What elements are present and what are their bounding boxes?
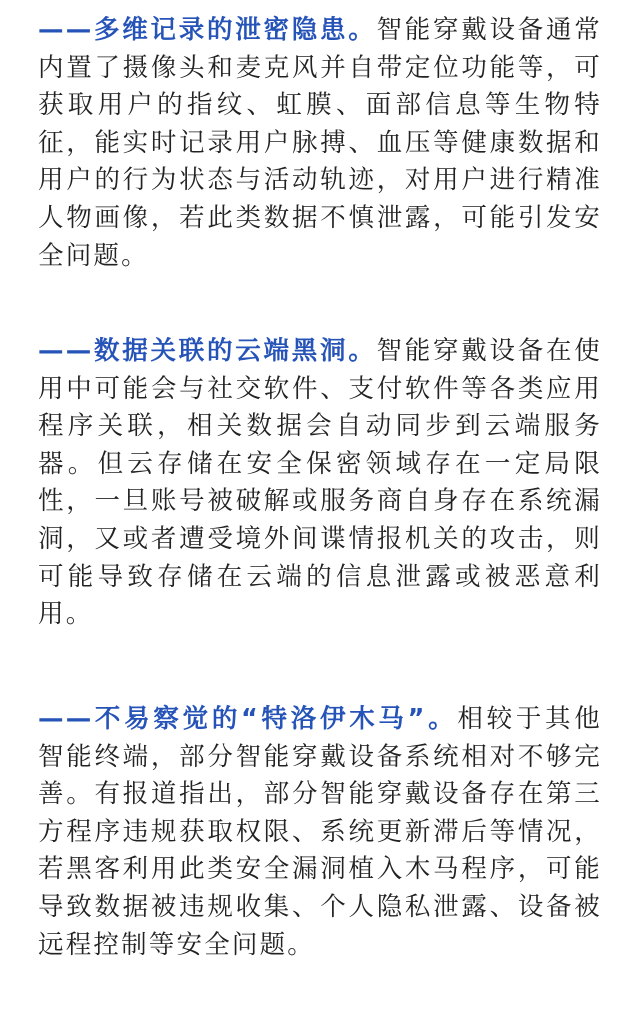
paragraph-trojan-risk <box>38 701 602 964</box>
paragraph-lead-heading: ——多维记录的泄密隐患。 <box>38 15 377 45</box>
paragraph-body-text: 智能穿戴设备通常内置了摄像头和麦克风并自带定位功能等，可获取用户的指纹、虹膜、面部信息等生物特征，能实时记录用户脉搏、血压等健康数据和用户的行为状态与活动轨迹，对用户进行精准人物画像，若此类数据不慎泄露，可能引发安全问题。 <box>38 15 602 271</box>
paragraph-cloud-risk <box>38 333 602 634</box>
paragraph-lead-heading: ——数据关联的云端黑洞。 <box>38 336 377 366</box>
paragraph-body-text: 智能穿戴设备在使用中可能会与社交软件、支付软件等各类应用程序关联，相关数据会自动同步到云端服务器。但云存储在安全保密领域存在一定局限性，一旦账号被破解或服务商自身存在系统漏洞，又或者遭受境外间谍情报机关的攻击，则可能导致存储在云端的信息泄露或被恶意利用。 <box>38 336 602 630</box>
paragraph-lead-heading: ——不易察觉的“特洛伊木马”。 <box>38 704 458 734</box>
paragraph-body-text: 相较于其他智能终端，部分智能穿戴设备系统相对不够完善。有报道指出，部分智能穿戴设备存在第三方程序违规获取权限、系统更新滞后等情况，若黑客利用此类安全漏洞植入木马程序，可能导致数据被违规收集、个人隐私泄露、设备被远程控制等安全问题。 <box>38 704 602 960</box>
paragraph-data-leak-risk <box>38 12 602 275</box>
